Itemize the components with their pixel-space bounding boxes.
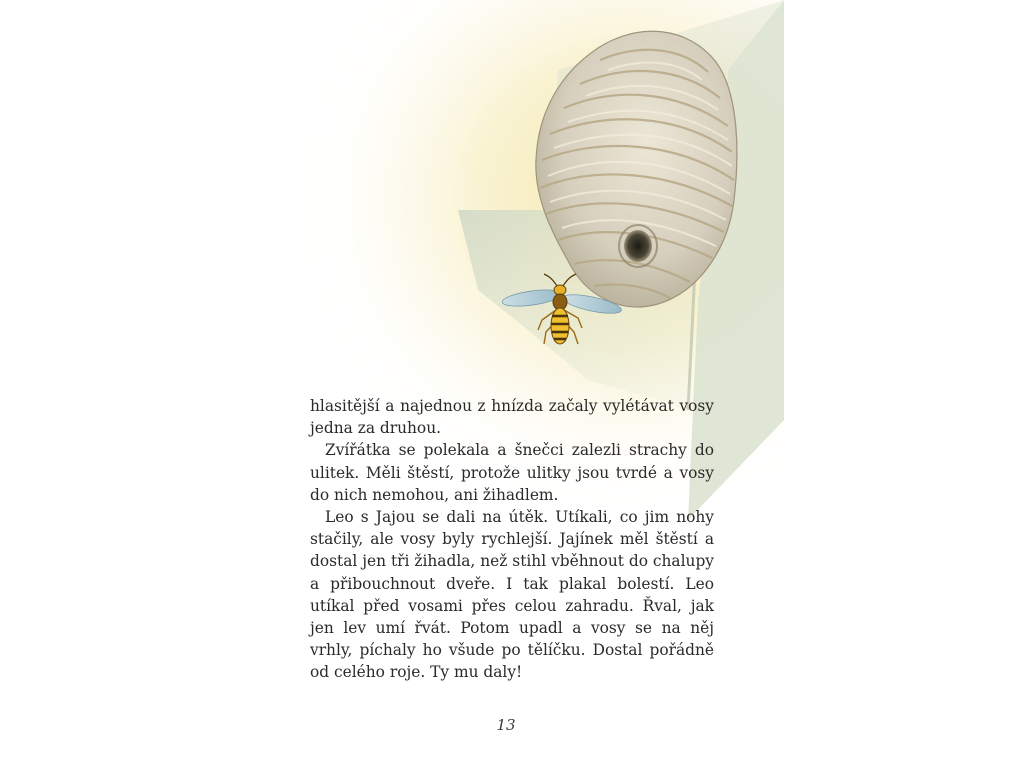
paragraph: Leo s Jajou se dali na útěk. Utíkali, co jim nohy stačily, ale vosy byly rychlejší. Jajínek měl štěstí a dostal jen tři žihadla, než stihl vběhnout do chalupy a přibouchnout dveře. I tak plakal bolestí. Leo utíkal před vosami přes celou zahradu. Řval, jak jen lev umí řvát. Potom upadl a vosy se na něj vrhly, píchaly ho všude po tělíčku. Dostal pořádně od celého roje. Ty mu daly! (310, 508, 714, 682)
nest-entrance (624, 230, 652, 262)
page-number: 13 (496, 716, 516, 734)
paragraph: Zvířátka se polekala a šnečci zalezli strachy do ulitek. Měli štěstí, protože ulitky jsou tvrdé a vosy do nich nemohou, ani žihadlem. (310, 441, 714, 504)
story-text (310, 395, 714, 684)
paragraph: hlasitější a najednou z hnízda začaly vylétávat vosy jedna za druhou. (310, 397, 714, 438)
book-page (228, 0, 784, 768)
